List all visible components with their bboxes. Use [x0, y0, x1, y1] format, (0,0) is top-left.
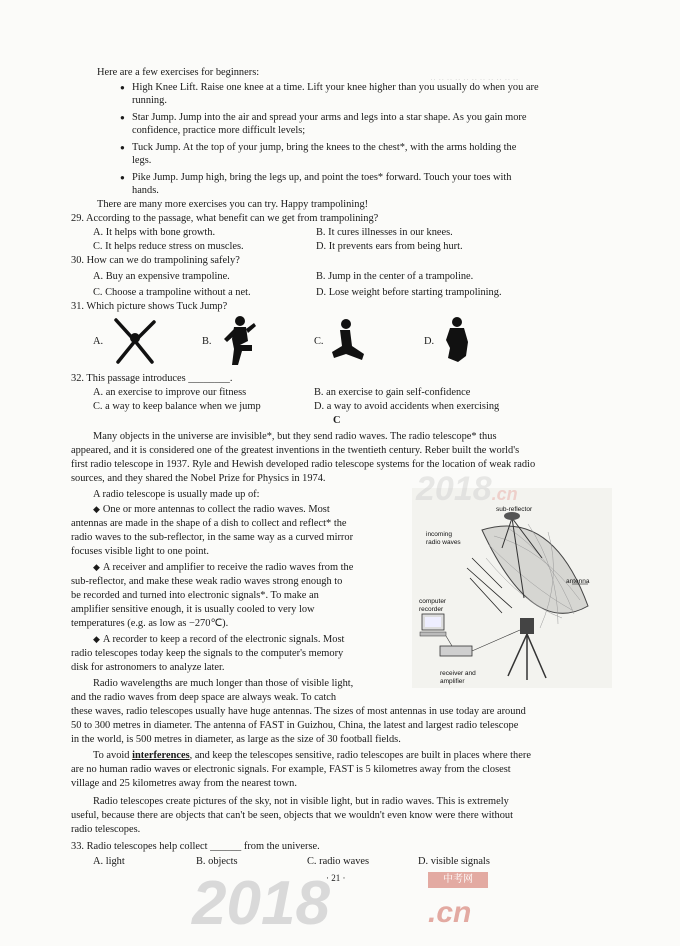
para2: A radio telescope is usually made up of:	[93, 489, 260, 500]
section-heading: C	[333, 415, 341, 426]
receiver-amplifier-label: receiver and amplifier	[440, 670, 476, 685]
watermark-mid-number: 2018	[416, 470, 492, 508]
q30-question: 30. How can we do trampolining safely?	[71, 255, 240, 266]
antenna-label: antenna	[566, 578, 590, 585]
q33-option-d[interactable]: D. visible signals	[418, 856, 490, 867]
bullet-4-cont: hands.	[132, 185, 159, 196]
q29-option-c[interactable]: C. It helps reduce stress on muscles.	[93, 241, 244, 252]
q31-option-c[interactable]: C.	[314, 336, 324, 347]
high-knee-figure-icon	[218, 315, 258, 367]
para6-line5: in the world, is 500 metres in diameter, as large as the size of 30 football fields.	[71, 734, 401, 745]
q29-question: 29. According to the passage, what benefit can we get from trampolining?	[71, 213, 379, 224]
bullet-4: ● Pike Jump. Jump high, bring the legs up, and point the toes* forward. Touch your toes with	[132, 171, 511, 184]
watermark-bottom-number: 2018	[192, 869, 330, 938]
para1-line1: Many objects in the universe are invisible*, but they send radio waves. The radio telescope* thus	[93, 431, 497, 442]
q33-option-a[interactable]: A. light	[93, 856, 125, 867]
bullet-1: ● High Knee Lift. Raise one knee at a time. Lift your knee higher than you usually do when you are	[132, 81, 539, 94]
para1-line3: first radio telescope in 1937. Ryle and Hewish developed radio telescope systems for the location of weak radio	[71, 459, 536, 470]
q29-option-a[interactable]: A. It helps with bone growth.	[93, 227, 216, 238]
q33-option-b[interactable]: B. objects	[196, 856, 238, 867]
interferences-term: interferences	[132, 750, 190, 761]
para4-line1: ◆ A receiver and amplifier to receive the radio waves from the	[93, 561, 353, 574]
q33-option-c[interactable]: C. radio waves	[307, 856, 370, 867]
star-jump-figure-icon	[110, 316, 160, 366]
bleed-text: ‥ ‥ ‥ ‥ ‥ ‥ ‥ ‥ ‥ ‥ ‥	[430, 72, 519, 82]
para8-line1: Radio telescopes create pictures of the sky, not in visible light, but in radio waves. This is extremely	[93, 796, 509, 807]
para3-line1: ◆ One or more antennas to collect the radio waves. Most	[93, 503, 330, 516]
para1-line4: sources, and they shared the Nobel Prize for Physics in 1974.	[71, 473, 326, 484]
computer-recorder-label: computer recorder	[419, 598, 447, 613]
q30-option-d[interactable]: D. Lose weight before starting trampolining.	[316, 287, 502, 298]
q31-question: 31. Which picture shows Tuck Jump?	[71, 301, 228, 312]
para6-line2: and the radio waves from deep space are always weak. To catch	[71, 692, 337, 703]
para3-line2: antennas are made in the shape of a dish to collect and reflect* the	[71, 518, 347, 529]
watermark-bottom	[192, 869, 330, 938]
q31-option-b[interactable]: B.	[202, 336, 212, 347]
para4-line3: be recorded and turned into electronic signals*. To make an	[71, 590, 319, 601]
q30-option-a[interactable]: A. Buy an expensive trampoline.	[93, 271, 230, 282]
para1-line2: appeared, and it is considered one of the greatest inventions in the twentieth century. Reber built the world's	[71, 445, 520, 456]
para5-line2: radio telescopes today keep the signals to the computer's memory	[71, 648, 344, 659]
bullet-3: ● Tuck Jump. At the top of your jump, bring the knees to the chest*, with the arms holding the	[132, 141, 516, 154]
bullet-2: ● Star Jump. Jump into the air and spread your arms and legs into a star shape. As you gain more	[132, 111, 526, 124]
tuck-jump-figure-icon	[440, 316, 472, 366]
q31-option-a[interactable]: A.	[93, 336, 104, 347]
intro-text: Here are a few exercises for beginners:	[97, 67, 260, 78]
para5-line3: disk for astronomers to analyze later.	[71, 662, 225, 673]
para8-line2: useful, because there are objects that can't be seen, objects that we wouldn't even know were there without	[71, 810, 514, 821]
q29-option-d[interactable]: D. It prevents ears from being hurt.	[316, 241, 463, 252]
bullet-2-cont: confidence, practice more difficult levels;	[132, 125, 306, 136]
pike-jump-figure-icon	[328, 318, 366, 364]
para6-line3: these waves, radio telescopes usually have huge antennas. The sizes of most antennas in use today are around	[71, 706, 526, 717]
para3-line3: radio waves to the sub-reflector, in the same way as a curved mirror	[71, 532, 354, 543]
sub-reflector-label: sub-reflector	[496, 506, 533, 513]
q32-question: 32. This passage introduces ________.	[71, 373, 233, 384]
para6-line1: Radio wavelengths are much longer than those of visible light,	[93, 678, 354, 689]
para7-line3: village and 25 kilometres away from the nearest town.	[71, 778, 297, 789]
para4-line4: amplifier sensitive enough, it is usually cooled to very low	[71, 604, 315, 615]
q32-option-b[interactable]: B. an exercise to gain self-confidence	[314, 387, 471, 398]
watermark-bottom-domain: .cn	[428, 896, 472, 929]
para6-line4: 50 to 300 metres in diameter. The antenna of FAST in Guizhou, China, the latest and largest radio telescope	[71, 720, 519, 731]
page-number: · 21 ·	[326, 873, 346, 883]
q30-option-b[interactable]: B. Jump in the center of a trampoline.	[316, 271, 474, 282]
para7-post: , and keep the telescopes sensitive, radio telescopes are built in places where there	[189, 750, 531, 761]
watermark-tag: 中考网	[428, 872, 488, 888]
q33-question: 33. Radio telescopes help collect ______ from the universe.	[71, 841, 320, 852]
watermark-mid	[416, 470, 518, 509]
para4-line2: sub-reflector, and make these weak radio waves strong enough to	[71, 576, 343, 587]
q29-option-b[interactable]: B. It cures illnesses in our knees.	[316, 227, 453, 238]
watermark-mid-domain: .cn	[491, 484, 518, 504]
para7-line2: are no human radio waves or electronic signals. For example, FAST is 5 kilometres away from the closest	[71, 764, 511, 775]
para7-line1	[93, 749, 531, 762]
outro-text: There are many more exercises you can try. Happy trampolining!	[97, 199, 369, 210]
q32-option-d[interactable]: D. a way to avoid accidents when exercising	[314, 401, 500, 412]
radio-telescope-diagram	[412, 488, 612, 688]
para8-line3: radio telescopes.	[71, 824, 141, 835]
para3-line4: focuses visible light to one point.	[71, 546, 209, 557]
q31-option-d[interactable]: D.	[424, 336, 435, 347]
bullet-3-cont: legs.	[132, 155, 152, 166]
bullet-1-cont: running.	[132, 95, 167, 106]
para4-line5: temperatures (e.g. as low as −270℃).	[71, 618, 229, 629]
incoming-radio-waves-label: incoming radio waves	[426, 531, 461, 546]
para5-line1: ◆ A recorder to keep a record of the electronic signals. Most	[93, 633, 344, 646]
q30-option-c[interactable]: C. Choose a trampoline without a net.	[93, 287, 251, 298]
q32-option-c[interactable]: C. a way to keep balance when we jump	[93, 401, 261, 412]
q32-option-a[interactable]: A. an exercise to improve our fitness	[93, 387, 247, 398]
para7-pre: To avoid	[93, 750, 133, 761]
